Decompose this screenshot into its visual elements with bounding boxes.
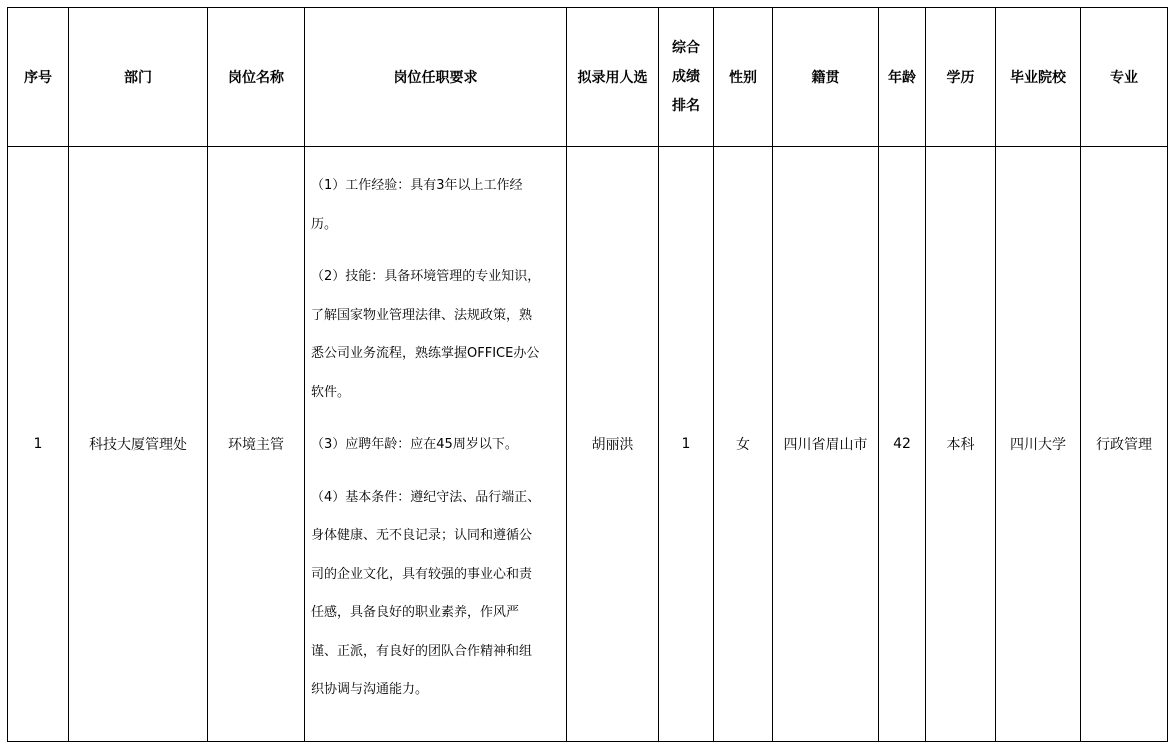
cell-origin: 四川省眉山市: [773, 147, 879, 742]
cell-age: 42: [879, 147, 926, 742]
requirement-line: 身体健康、无不良记录；认同和遵循公: [311, 528, 533, 543]
table-row: [8, 147, 1168, 742]
header-candidate: 拟录用人选: [567, 8, 659, 147]
header-rank-line: 综合: [672, 39, 700, 56]
cell-position: 环境主管: [208, 147, 305, 742]
header-gender: 性别: [714, 8, 773, 147]
requirement-line: 织协调与沟通能力。: [311, 682, 429, 697]
cell-seq: 1: [8, 147, 69, 742]
requirement-line: 历。: [311, 216, 338, 232]
cell-school: 四川大学: [996, 147, 1081, 742]
header-position: 岗位名称: [208, 8, 305, 147]
header-origin: 籍贯: [773, 8, 879, 147]
requirement-item: [311, 479, 562, 710]
requirement-line: 了解国家物业管理法律、法规政策，熟: [311, 307, 533, 323]
header-education: 学历: [926, 8, 996, 147]
requirement-line: 软件。: [311, 384, 351, 400]
header-rank: [659, 8, 714, 147]
requirement-item: [311, 167, 562, 244]
header-major: 专业: [1081, 8, 1168, 147]
header-rank-line: 成绩: [672, 68, 700, 85]
requirement-line: （4）基本条件：遵纪守法、品行端正、: [311, 489, 541, 505]
header-requirements: 岗位任职要求: [305, 8, 567, 147]
requirement-line: 谨、正派，有良好的团队合作精神和组: [311, 643, 533, 659]
cell-education: 本科: [926, 147, 996, 742]
header-age: 年龄: [879, 8, 926, 147]
cell-candidate: 胡丽洪: [567, 147, 659, 742]
header-row: [8, 8, 1168, 147]
cell-requirements: [305, 147, 567, 742]
requirement-line: （3）应聘年龄：应在45周岁以下。: [311, 437, 518, 452]
cell-rank: 1: [659, 147, 714, 742]
header-seq: 序号: [8, 8, 69, 147]
cell-gender: 女: [714, 147, 773, 742]
requirement-line: （1）工作经验：具有3年以上工作经: [311, 178, 523, 193]
recruitment-table: [7, 7, 1168, 742]
header-dept: 部门: [69, 8, 208, 147]
header-rank-line: 排名: [672, 97, 700, 114]
requirement-line: （2）技能：具备环境管理的专业知识，: [311, 269, 541, 284]
requirement-line: 任感，具备良好的职业素养，作风严: [311, 605, 520, 620]
requirement-line: 司的企业文化，具有较强的事业心和责: [311, 566, 533, 582]
requirement-item: [311, 426, 562, 465]
cell-dept: 科技大厦管理处: [69, 147, 208, 742]
requirement-item: [311, 258, 562, 412]
cell-major: 行政管理: [1081, 147, 1168, 742]
header-school: 毕业院校: [996, 8, 1081, 147]
requirement-line: 悉公司业务流程，熟练掌握OFFICE办公: [311, 346, 540, 361]
